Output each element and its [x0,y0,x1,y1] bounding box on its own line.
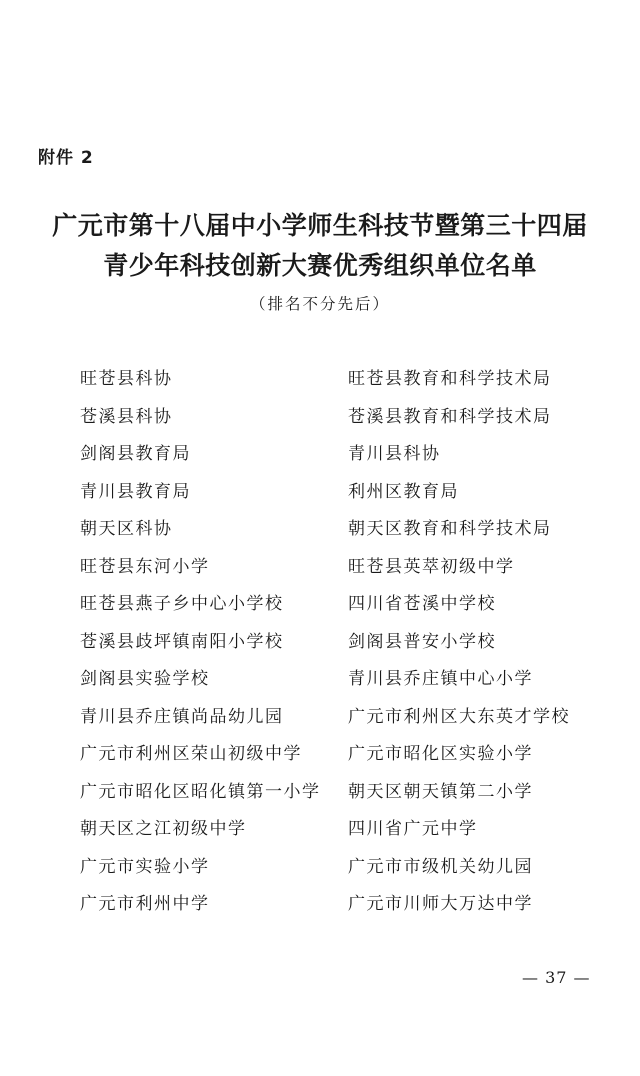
list-item [0,814,640,852]
list-item [0,739,640,777]
organization-name-right: 四川省苍溪中学校 [348,594,496,614]
page-number: — 37 — [522,968,591,987]
organization-name-left: 旺苍县燕子乡中心小学校 [80,594,284,614]
list-item [0,514,640,552]
organization-name-right: 广元市利州区大东英才学校 [348,706,570,727]
organization-name-left: 朝天区之江初级中学 [80,819,247,839]
list-item [0,477,640,515]
organization-name-left: 广元市利州区荣山初级中学 [80,744,302,764]
list-item [0,402,640,440]
organization-name-right: 旺苍县教育和科学技术局 [348,369,552,389]
list-item [0,364,640,402]
organization-name-right: 青川县乔庄镇中心小学 [348,669,533,689]
organization-name-left: 广元市利州中学 [80,894,210,914]
list-item [0,889,640,927]
organization-name-right: 朝天区教育和科学技术局 [348,519,552,539]
attachment-label: 附件 2 [38,148,94,168]
list-item [0,552,640,590]
list-item [0,439,640,477]
organization-name-left: 苍溪县科协 [80,406,173,427]
organization-name-right: 利州区教育局 [348,481,459,502]
organization-name-right: 苍溪县教育和科学技术局 [348,406,552,427]
organization-name-right: 旺苍县英萃初级中学 [348,556,515,577]
organization-name-left: 青川县教育局 [80,481,191,502]
list-item [0,627,640,665]
document-title-line-1: 广元市第十八届中小学师生科技节暨第三十四届 [52,211,588,240]
list-item [0,702,640,740]
organization-name-right: 青川县科协 [348,444,441,464]
document-subtitle: （排名不分先后） [249,295,390,313]
organization-name-right: 广元市昭化区实验小学 [348,744,533,764]
organization-name-left: 旺苍县科协 [80,369,173,389]
organization-name-left: 朝天区科协 [80,519,173,539]
organization-name-right: 四川省广元中学 [348,819,478,839]
document-title-line-2: 青少年科技创新大赛优秀组织单位名单 [103,251,537,280]
list-item [0,777,640,815]
organization-name-right: 广元市市级机关幼儿园 [348,856,533,877]
list-item [0,852,640,890]
organization-name-left: 广元市实验小学 [80,856,210,877]
organization-name-right: 朝天区朝天镇第二小学 [348,781,533,802]
organization-name-left: 剑阁县教育局 [80,444,191,464]
list-item [0,664,640,702]
organization-name-left: 青川县乔庄镇尚品幼儿园 [80,706,284,727]
organization-name-right: 剑阁县普安小学校 [348,631,496,652]
organization-name-left: 旺苍县东河小学 [80,556,210,577]
organization-name-left: 广元市昭化区昭化镇第一小学 [80,781,321,802]
list-item [0,589,640,627]
organization-name-right: 广元市川师大万达中学 [348,894,533,914]
organization-name-left: 剑阁县实验学校 [80,669,210,689]
organization-list [0,364,640,927]
organization-name-left: 苍溪县歧坪镇南阳小学校 [80,631,284,652]
